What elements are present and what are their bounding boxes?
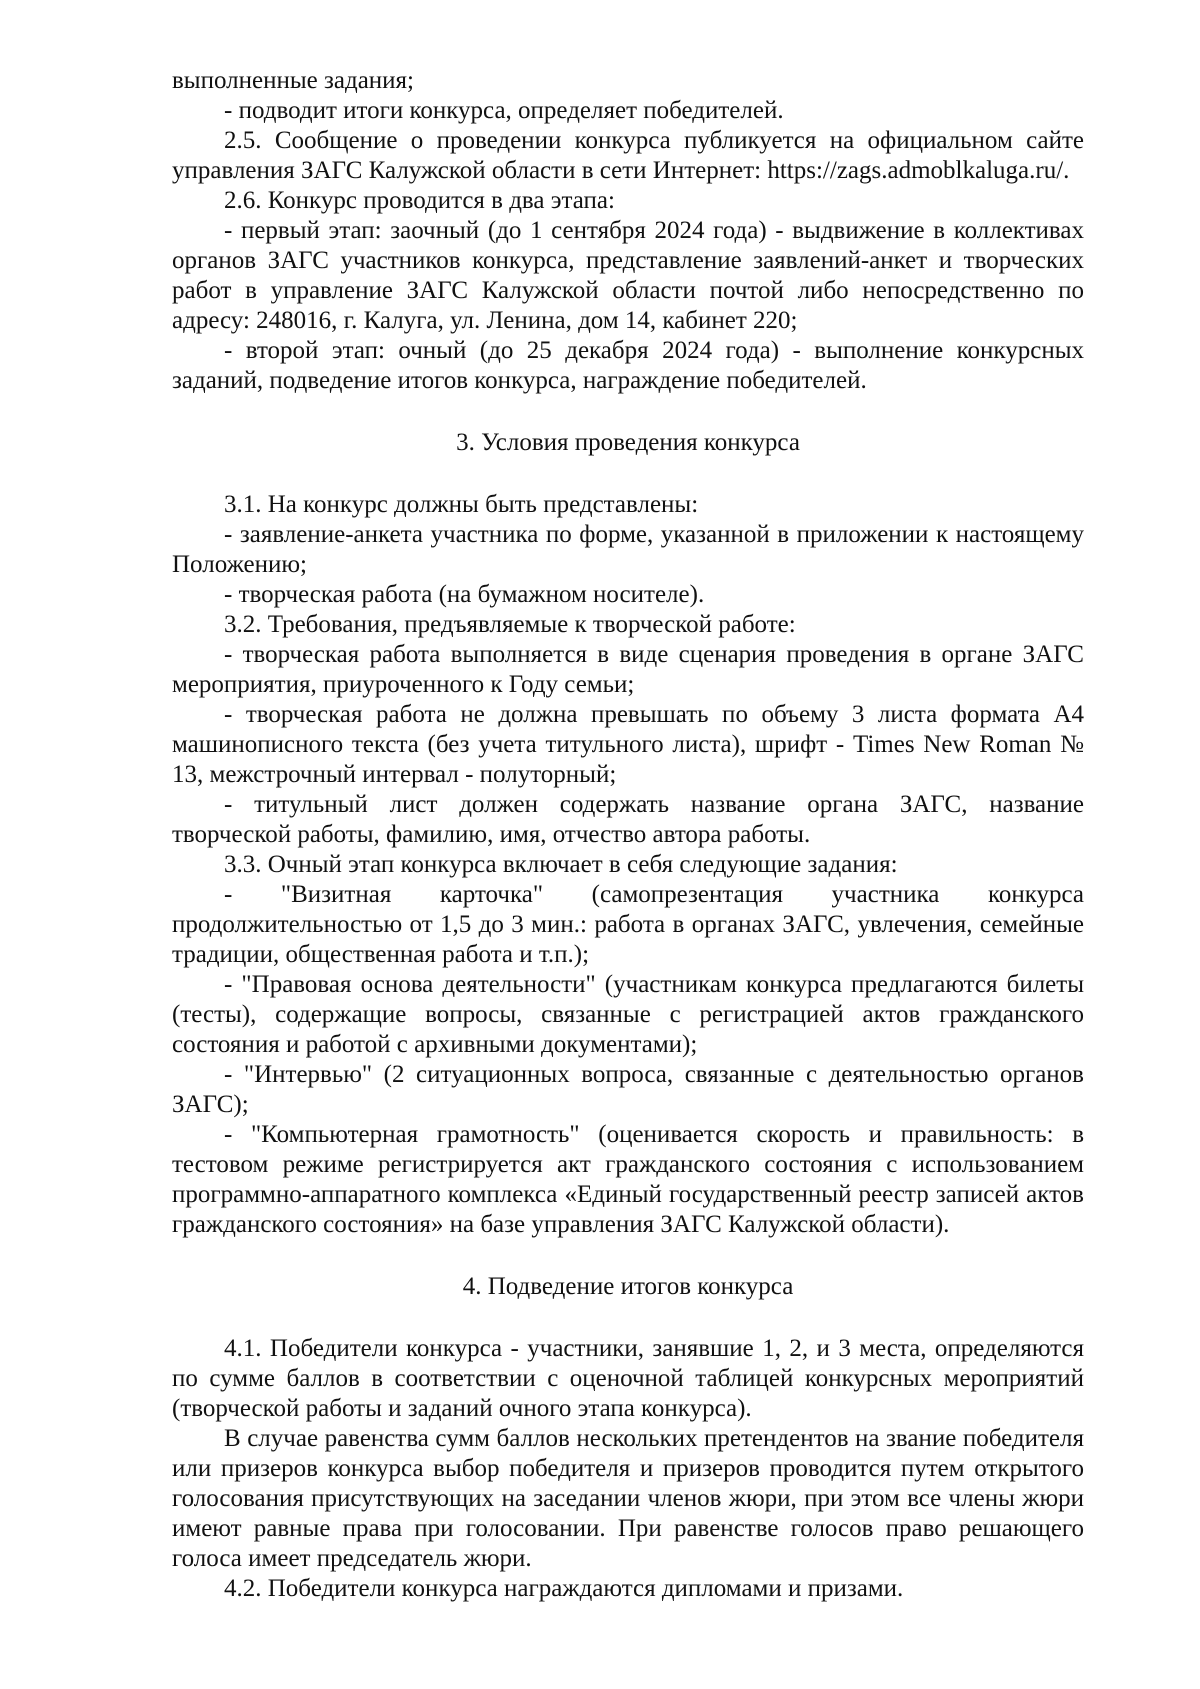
paragraph-3-1: 3.1. На конкурс должны быть представлены:: [224, 491, 699, 518]
paragraph-3-3-b: - "Правовая основа деятельности" (участникам конкурса предлагаются билеты (тесты), содержащие вопросы, связанные с регистрацией актов гражданского состояния и работой с архивными документами);: [172, 971, 1084, 1058]
paragraph-continuation: выполненные задания;: [172, 67, 414, 94]
paragraph-3-1-b: - творческая работа (на бумажном носителе).: [224, 581, 705, 608]
paragraph-3-2-a: - творческая работа выполняется в виде сценария проведения в органе ЗАГС мероприятия, приуроченного к Году семьи;: [172, 641, 1084, 698]
paragraph-3-2-b: - творческая работа не должна превышать по объему 3 листа формата А4 машинописного текста (без учета титульного листа), шрифт - Times New Roman № 13, межстрочный интервал - полуторный;: [172, 701, 1084, 788]
section-heading-3: 3. Условия проведения конкурса: [456, 429, 800, 456]
paragraph-3-3-a: - "Визитная карточка" (самопрезентация участника конкурса продолжительностью от 1,5 до 3 мин.: работа в органах ЗАГС, увлечения, семейные традиции, общественная работа и т.п.);: [172, 881, 1084, 968]
paragraph-3-3-c: - "Интервью" (2 ситуационных вопроса, связанные с деятельностью органов ЗАГС);: [172, 1061, 1084, 1118]
paragraph-3-3: 3.3. Очный этап конкурса включает в себя следующие задания:: [224, 851, 898, 878]
paragraph-3-3-d: - "Компьютерная грамотность" (оценивается скорость и правильность: в тестовом режиме регистрируется акт гражданского состояния с использованием программно-аппаратного комплекса «Единый государственный реестр записей актов гражданского состояния» на базе управления ЗАГС Калужской области).: [172, 1121, 1084, 1238]
paragraph-4-2: 4.2. Победители конкурса награждаются дипломами и призами.: [224, 1575, 904, 1602]
paragraph-3-1-a: - заявление-анкета участника по форме, указанной в приложении к настоящему Положению;: [172, 521, 1084, 578]
paragraph-2-6: 2.6. Конкурс проводится в два этапа:: [224, 187, 615, 214]
paragraph-stage-1: - первый этап: заочный (до 1 сентября 2024 года) - выдвижение в коллективах органов ЗАГС участников конкурса, представление заявлений-анкет и творческих работ в управление ЗАГС Калужской области почтой либо непосредственно по адресу: 248016, г. Калуга, ул. Ленина, дом 14, кабинет 220;: [172, 217, 1084, 334]
paragraph-4-1: 4.1. Победители конкурса - участники, занявшие 1, 2, и 3 места, определяются по сумме баллов в соответствии с оценочной таблицей конкурсных мероприятий (творческой работы и заданий очного этапа конкурса).: [172, 1335, 1084, 1422]
paragraph-stage-2: - второй этап: очный (до 25 декабря 2024 года) - выполнение конкурсных заданий, подведение итогов конкурса, награждение победителей.: [172, 337, 1084, 394]
paragraph-summary: - подводит итоги конкурса, определяет победителей.: [224, 97, 784, 124]
paragraph-3-2: 3.2. Требования, предъявляемые к творческой работе:: [224, 611, 796, 638]
paragraph-4-1-b: В случае равенства сумм баллов нескольких претендентов на звание победителя или призеров конкурса выбор победителя и призеров проводится путем открытого голосования присутствующих на заседании членов жюри, при этом все члены жюри имеют равные права при голосовании. При равенстве голосов право решающего голоса имеет председатель жюри.: [172, 1425, 1084, 1572]
paragraph-2-5: 2.5. Сообщение о проведении конкурса публикуется на официальном сайте управления ЗАГС Калужской области в сети Интернет: https://zags.admoblkaluga.ru/.: [172, 127, 1084, 184]
section-heading-4: 4. Подведение итогов конкурса: [462, 1273, 794, 1300]
paragraph-3-2-c: - титульный лист должен содержать название органа ЗАГС, название творческой работы, фамилию, имя, отчество автора работы.: [172, 791, 1084, 848]
